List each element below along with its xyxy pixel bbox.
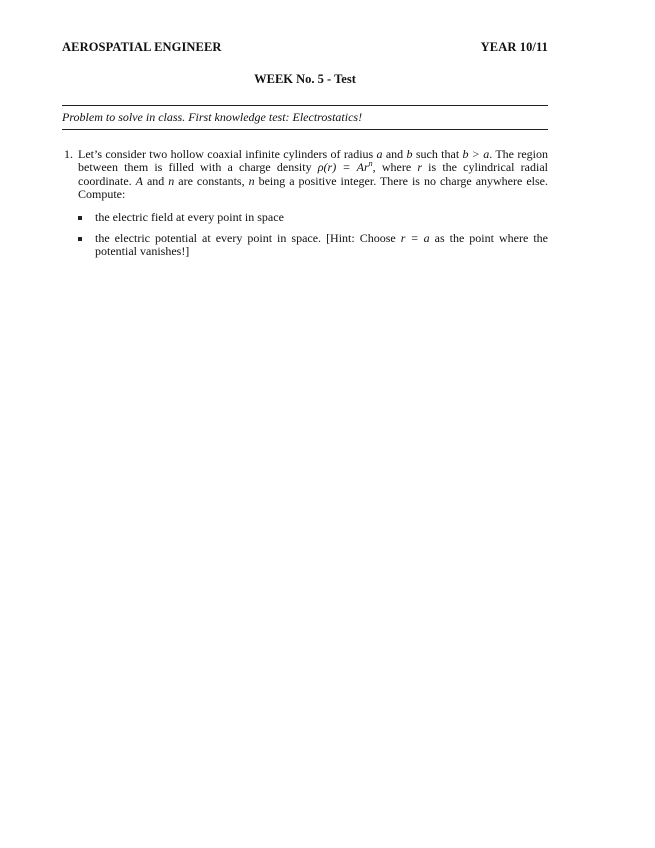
year-label: YEAR 10/11 [480, 40, 548, 54]
intro-text: Problem to solve in class. First knowledge test: Electrostatics! [62, 110, 363, 124]
math-a: a [376, 147, 383, 161]
problem-number: 1. [64, 147, 73, 161]
statement-text: . The region between them is filled with a charge density [78, 147, 548, 175]
math-r-equals-a: r = a [400, 231, 430, 246]
statement-text: and [382, 147, 407, 161]
math-inequality: b > a [462, 147, 490, 161]
statement-text: Let’s consider two hollow coaxial infinite cylinders of radius [78, 147, 377, 161]
math-n: n [168, 173, 175, 188]
bullet-icon [78, 237, 82, 241]
task-text: as the point where the potential vanishes!] [95, 231, 548, 259]
statement-text: being a positive integer. There is no charge anywhere else. Compute: [78, 173, 548, 202]
task-text: the electric field at every point in space [95, 209, 284, 224]
statement-text: , where [372, 160, 418, 175]
math-r: r [417, 160, 422, 175]
task-list [78, 211, 548, 259]
task-item-potential [78, 232, 548, 259]
bottom-rule [62, 129, 548, 130]
problem-paragraph [78, 148, 548, 202]
problem-item [62, 148, 548, 267]
task-item-field [78, 211, 548, 224]
math-b: b [406, 147, 413, 161]
page-header [62, 40, 548, 55]
statement-text: such that [412, 147, 463, 161]
problem-statement [78, 148, 548, 267]
task-text: the electric potential at every point in space. [Hint: Choose [95, 231, 401, 246]
page-title: WEEK No. 5 - Test [254, 72, 356, 86]
statement-text: are constants, [174, 173, 249, 188]
statement-text: is the cylindrical radial coordinate. [78, 160, 548, 188]
course-label: AEROSPATIAL ENGINEER [62, 40, 222, 54]
bullet-icon [78, 216, 82, 220]
document-page [62, 40, 548, 267]
math-density: ρ(r) = Ar [317, 160, 369, 175]
math-n: n [248, 173, 255, 188]
math-A: A [135, 173, 143, 188]
math-density-exponent: n [368, 159, 373, 169]
statement-text: and [142, 173, 169, 188]
